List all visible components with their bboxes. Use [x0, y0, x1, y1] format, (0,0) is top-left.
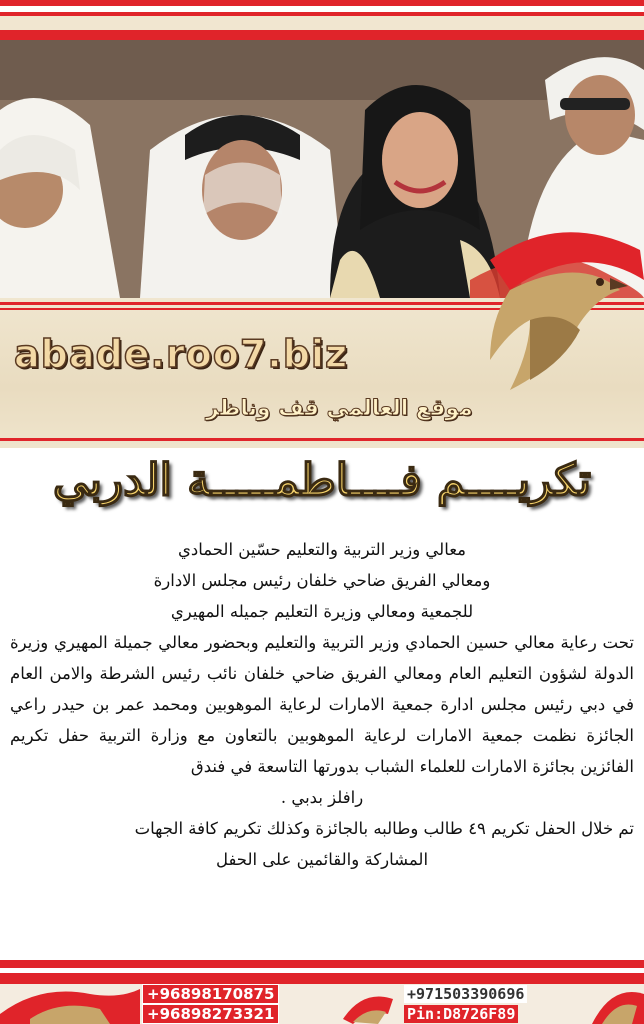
site-name: موقع العالمي قف وناظر [206, 396, 473, 421]
intro-line-2: ومعالي الفريق ضاحي خلفان رئيس مجلس الادارة [153, 571, 491, 590]
intro-line-1: معالي وزير التربية والتعليم حسّين الحمادي [177, 540, 467, 559]
article-paragraph-1-end: رافلز بدبي . [280, 788, 364, 807]
article-paragraph-2: تم خلال الحفل تكريم ٤٩ طالب وطالبه بالجائزة وكذلك تكريم كافة الجهات [134, 819, 634, 838]
intro-line-3: للجمعية ومعالي وزيرة التعليم جميله المهيري [170, 602, 474, 621]
article-paragraph-2-end: المشاركة والقائمين على الحفل [215, 850, 429, 869]
contact-footer [0, 984, 644, 1024]
bottom-decorative-stripes [0, 960, 644, 984]
article-body [10, 534, 634, 875]
phone-number-2[interactable]: +96898273321 [142, 1004, 279, 1024]
falcon-divider-icon [338, 984, 398, 1024]
falcon-emblem-icon [470, 220, 644, 420]
falcon-corner-icon [592, 984, 644, 1024]
site-url: abade.roo7.biz [14, 332, 349, 376]
phone-number-1[interactable]: +96898170875 [142, 984, 279, 1004]
bbm-pin[interactable]: Pin:D8726F89 [404, 1005, 518, 1023]
page-title: تكريــــم فــــاطمـــــة الدربي [53, 455, 591, 506]
article-paragraph-1: تحت رعاية معالي حسين الحمادي وزير التربية والتعليم وبحضور معالي جميلة المهيري وزيرة الدولة لشؤون التعليم العام ومعالي الفريق ضاحي خلفان نائب رئيس الشرطة والامن العام في دبي رئيس مجلس ادارة جمعية الامارات لرعاية الموهوبين ومحمد عمر بن حيدر راعي الجائزة نظمت جمعية الامارات لرعاية الموهوبين بالتعاون مع وزارة التربية حفل تكريم الفائزين بجائزة الامارات للعلماء الشباب بدورتها التاسعة في فندق [10, 633, 634, 776]
top-decorative-stripes [0, 0, 644, 40]
falcon-small-icon [0, 984, 140, 1024]
contact-number[interactable]: +971503390696 [404, 985, 527, 1003]
